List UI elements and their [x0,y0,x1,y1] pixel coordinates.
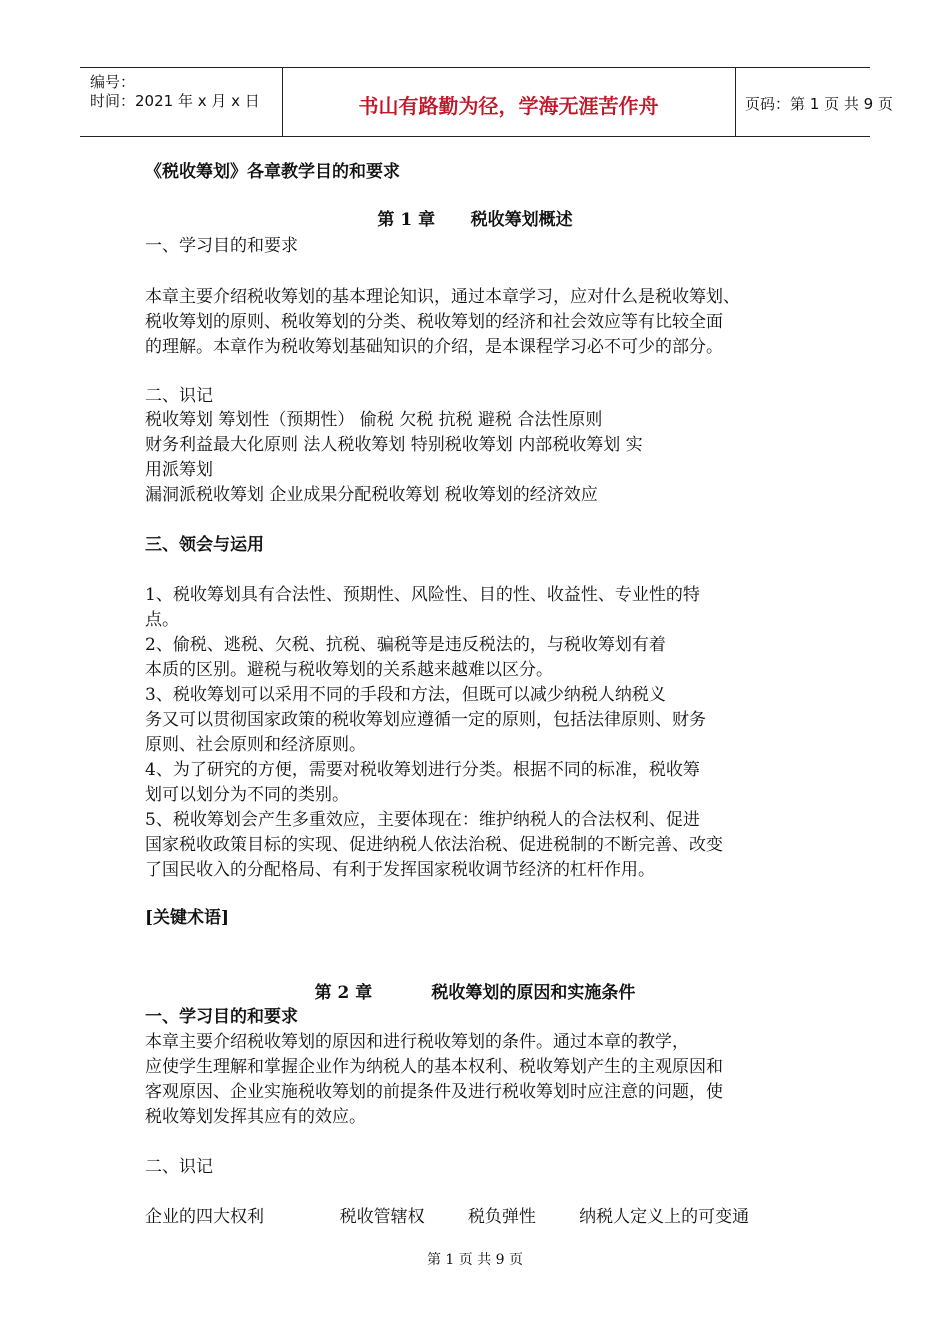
header-middle-cell [282,68,736,136]
paragraph-line: 了国民收入的分配格局、有利于发挥国家税收调节经济的杠杆作用。 [145,860,655,880]
paragraph-line: 税收筹划发挥其应有的效应。 [145,1107,366,1127]
key-terms-heading: [关键术语] [145,908,230,928]
ch1-section-3-title: 三、领会与运用 [145,535,264,555]
header-left-cell [80,68,283,136]
paragraph-line: 客观原因、企业实施税收筹划的前提条件及进行税收筹划时应注意的问题，使 [145,1082,723,1102]
ch1-section-1-title: 一、学习目的和要求 [145,236,298,256]
ch1-section-3-body [145,583,805,883]
chapter-1-heading: 第 1 章 税收筹划概述 [377,210,573,230]
page-footer: 第 1 页 共 9 页 [426,1252,524,1268]
paragraph-line: 本章主要介绍税收筹划的原因和进行税收筹划的条件。通过本章的教学， [145,1032,689,1052]
ch1-section-1-body [145,285,805,360]
chapter-2-heading: 第 2 章 税收筹划的原因和实施条件 [314,983,636,1003]
terms-line: 用派筹划 [145,460,213,480]
header-motto: 书山有路勤为径，学海无涯苦作舟 [358,94,659,118]
terms-line: 财务利益最大化原则 法人税收筹划 特别税收筹划 内部税收筹划 实 [145,435,643,455]
paragraph-line: 划可以划分为不同的类别。 [145,785,349,805]
paragraph-line: 务又可以贯彻国家政策的税收筹划应遵循一定的原则，包括法律原则、财务 [145,710,706,730]
paragraph-line: 税收筹划的原则、税收筹划的分类、税收筹划的经济和社会效应等有比较全面 [145,312,723,332]
ch1-section-2-title: 二、识记 [145,386,213,406]
ch2-section-1-title: 一、学习目的和要求 [145,1007,298,1027]
document-title: 《税收筹划》各章教学目的和要求 [145,162,400,182]
terms-line: 税收筹划 筹划性（预期性） 偷税 欠税 抗税 避税 合法性原则 [145,410,603,430]
paragraph-line: 应使学生理解和掌握企业作为纳税人的基本权利、税收筹划产生的主观原因和 [145,1057,723,1077]
ch2-section-2-title: 二、识记 [145,1157,213,1177]
paragraph-line: 4、为了研究的方便，需要对税收筹划进行分类。根据不同的标准，税收筹 [145,760,700,780]
ch1-terms-list [145,408,805,508]
paragraph-line: 1、税收筹划具有合法性、预期性、风险性、目的性、收益性、专业性的特 [145,585,700,605]
paragraph-line: 本章主要介绍税收筹划的基本理论知识，通过本章学习，应对什么是税收筹划、 [145,287,740,307]
page-header-table [80,67,893,137]
paragraph-line: 5、税收筹划会产生多重效应，主要体现在：维护纳税人的合法权利、促进 [145,810,700,830]
paragraph-line: 原则、社会原则和经济原则。 [145,735,366,755]
paragraph-line: 的理解。本章作为税收筹划基础知识的介绍，是本课程学习必不可少的部分。 [145,337,723,357]
time-label: 时间：2021 年 x 月 x 日 [90,92,260,110]
paragraph-line: 3、税收筹划可以采用不同的手段和方法，但既可以减少纳税人纳税义 [145,685,666,705]
paragraph-line: 本质的区别。避税与税收筹划的关系越来越难以区分。 [145,660,553,680]
ch2-section-1-body [145,1030,805,1130]
header-right-cell [735,68,893,136]
paragraph-line: 点。 [145,610,179,630]
paragraph-line: 2、偷税、逃税、欠税、抗税、骗税等是违反税法的，与税收筹划有着 [145,635,666,655]
ch2-terms-line: 企业的四大权利 税收管辖权 税负弹性 纳税人定义上的可变通 [145,1207,750,1227]
terms-line: 漏洞派税收筹划 企业成果分配税收筹划 税收筹划的经济效应 [145,485,598,505]
header-page-info: 页码：第 1 页 共 9 页 [745,95,893,113]
serial-label: 编号： [90,73,136,91]
paragraph-line: 国家税收政策目标的实现、促进纳税人依法治税、促进税制的不断完善、改变 [145,835,723,855]
